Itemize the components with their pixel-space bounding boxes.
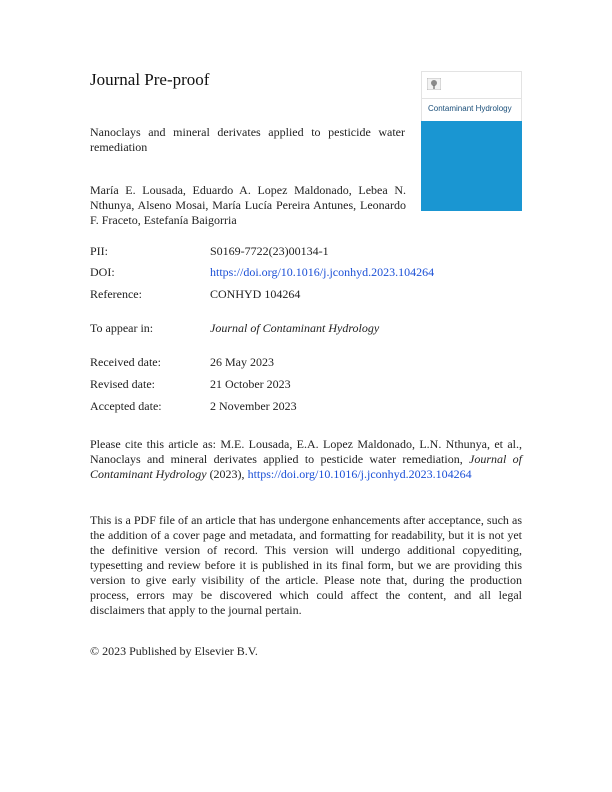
received-date-value: 26 May 2023	[210, 355, 274, 369]
author-list: María E. Lousada, Eduardo A. Lopez Maldonado, Lebea N. Nthunya, Alseno Mosai, María Lucía Pereira Antunes, Leonardo F. Fraceto, Estefanía Baigorria	[90, 183, 406, 227]
citation-doi-link[interactable]: https://doi.org/10.1016/j.jconhyd.2023.104264	[247, 467, 472, 481]
revised-date-value: 21 October 2023	[210, 377, 291, 391]
revised-date-label: Revised date:	[90, 377, 155, 391]
cover-journal-name: Contaminant Hydrology	[428, 104, 512, 113]
accepted-date-label: Accepted date:	[90, 399, 162, 413]
pii-value: S0169-7722(23)00134-1	[210, 244, 329, 258]
citation-year: (2023),	[206, 467, 248, 481]
to-appear-in-value: Journal of Contaminant Hydrology	[210, 321, 380, 335]
citation-text: Please cite this article as: M.E. Lousada, E.A. Lopez Maldonado, L.N. Nthunya, et al., Nanoclays and mineral derivates applied to pesticide water remediation,	[90, 437, 522, 466]
doi-link[interactable]: https://doi.org/10.1016/j.jconhyd.2023.104264	[210, 265, 435, 279]
citation-paragraph	[90, 437, 522, 482]
journal-cover-thumbnail	[421, 71, 522, 211]
cover-title-band	[421, 99, 522, 121]
reference-value: CONHYD 104264	[210, 287, 301, 301]
copyright-notice: © 2023 Published by Elsevier B.V.	[90, 644, 258, 658]
reference-label: Reference:	[90, 287, 142, 301]
accepted-date-value: 2 November 2023	[210, 399, 297, 413]
article-title: Nanoclays and mineral derivates applied to pesticide water remediation	[90, 125, 405, 154]
to-appear-in-label: To appear in:	[90, 321, 154, 335]
pii-label: PII:	[90, 244, 108, 258]
disclaimer-paragraph: This is a PDF file of an article that has undergone enhancements after acceptance, such as the addition of a cover page and metadata, and formatting for readability, but it is not yet the definitive version of record. This version will undergo additional copyediting, typesetting and review before it is published in its final form, but we are providing this version to give early visibility of the article. Please note that, during the production process, errors may be discovered which could affect the content, and all legal disclaimers that apply to the journal pertain.	[90, 513, 522, 617]
doi-label: DOI:	[90, 265, 115, 279]
journal-pre-proof-header: Journal Pre-proof	[90, 70, 210, 89]
received-date-label: Received date:	[90, 355, 161, 369]
citation-journal: Journal of Contaminant Hydrology	[90, 452, 522, 481]
cover-header	[421, 71, 522, 99]
elsevier-tree-icon	[427, 78, 441, 90]
